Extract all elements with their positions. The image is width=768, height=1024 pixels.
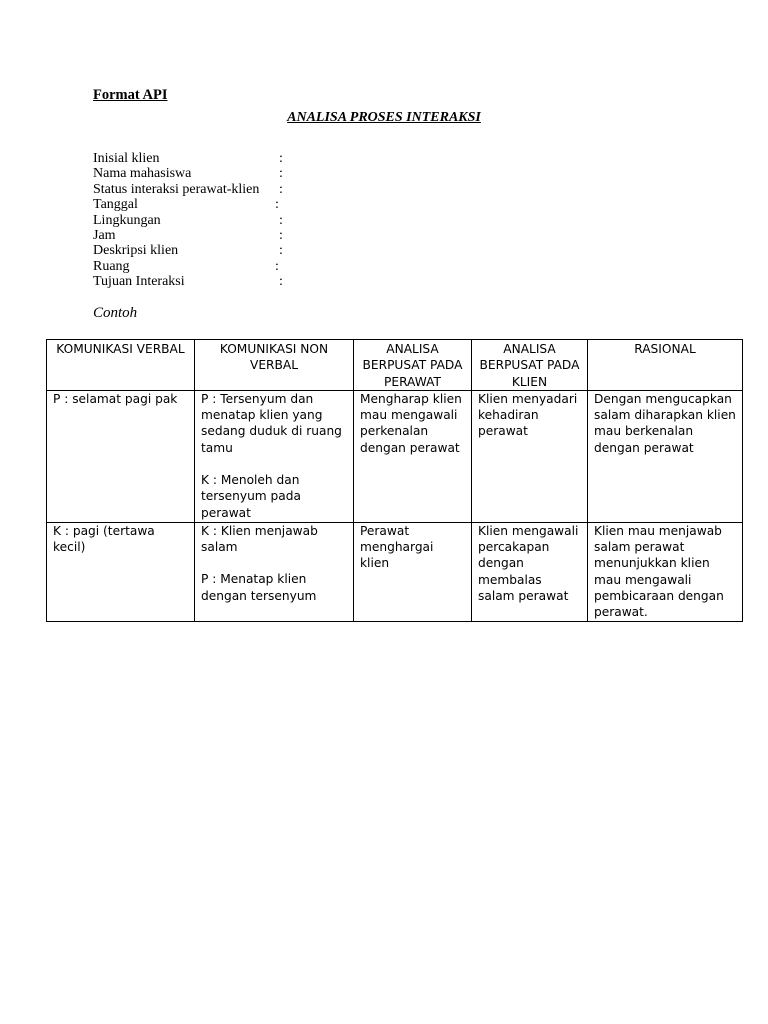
field-colon: : bbox=[279, 166, 283, 182]
field-colon: : bbox=[279, 212, 283, 228]
cell-verbal: P : selamat pagi pak bbox=[47, 390, 195, 522]
field-label: Tujuan Interaksi bbox=[93, 274, 185, 290]
cell-analisa-perawat: Perawat menghargai klien bbox=[354, 522, 472, 621]
header-analisa-klien: ANALISA BERPUSAT PADA KLIEN bbox=[472, 340, 588, 391]
cell-analisa-klien: Klien mengawali percakapan dengan membalas salam perawat bbox=[472, 522, 588, 621]
cell-nonverbal bbox=[195, 522, 354, 621]
cell-nonverbal bbox=[195, 390, 354, 522]
field-jam bbox=[93, 228, 393, 243]
field-colon: : bbox=[279, 151, 283, 166]
field-status-interaksi bbox=[93, 182, 393, 197]
field-colon: : bbox=[279, 227, 283, 243]
field-ruang bbox=[93, 259, 393, 274]
document-heading: Format API bbox=[93, 87, 168, 103]
nonverbal-entry: P : Menatap klien dengan tersenyum bbox=[201, 572, 317, 603]
identity-fields bbox=[93, 151, 393, 290]
field-tujuan-interaksi bbox=[93, 274, 393, 289]
cell-analisa-perawat: Mengharap klien mau mengawali perkenalan dengan perawat bbox=[354, 390, 472, 522]
field-label: Deskripsi klien bbox=[93, 243, 179, 259]
field-colon: : bbox=[279, 181, 283, 197]
field-label: Inisial klien bbox=[93, 151, 160, 166]
cell-rasional: Dengan mengucapkan salam diharapkan klien mau berkenalan dengan perawat bbox=[588, 390, 743, 522]
field-label: Nama mahasiswa bbox=[93, 166, 192, 182]
cell-verbal: K : pagi (tertawa kecil) bbox=[47, 522, 195, 621]
interaction-analysis-table bbox=[46, 339, 743, 622]
field-colon: : bbox=[275, 258, 279, 274]
table-row bbox=[47, 522, 743, 621]
field-label: Ruang bbox=[93, 258, 130, 274]
field-colon: : bbox=[279, 274, 283, 290]
table-header-row bbox=[47, 340, 743, 391]
field-tanggal bbox=[93, 197, 393, 212]
header-komunikasi-verbal: KOMUNIKASI VERBAL bbox=[47, 340, 195, 391]
nonverbal-entry: P : Tersenyum dan menatap klien yang sedang duduk di ruang tamu bbox=[201, 391, 342, 455]
nonverbal-entry: K : Klien menjawab salam bbox=[201, 523, 318, 555]
field-deskripsi-klien bbox=[93, 243, 393, 258]
field-lingkungan bbox=[93, 213, 393, 228]
cell-rasional: Klien mau menjawab salam perawat menunjukkan klien mau mengawali pembicaraan dengan perawat. bbox=[588, 522, 743, 621]
document-title: ANALISA PROSES INTERAKSI bbox=[287, 110, 481, 125]
header-komunikasi-non-verbal: KOMUNIKASI NON VERBAL bbox=[195, 340, 354, 391]
table-row bbox=[47, 390, 743, 522]
header-rasional: RASIONAL bbox=[588, 340, 743, 391]
field-label: Tanggal bbox=[93, 197, 138, 213]
field-colon: : bbox=[275, 197, 279, 213]
field-label: Lingkungan bbox=[93, 212, 161, 228]
field-label: Status interaksi perawat-klien bbox=[93, 181, 260, 197]
field-label: Jam bbox=[93, 227, 116, 243]
field-inisial-klien bbox=[93, 151, 393, 166]
header-analisa-perawat: ANALISA BERPUSAT PADA PERAWAT bbox=[354, 340, 472, 391]
field-colon: : bbox=[279, 243, 283, 259]
cell-analisa-klien: Klien menyadari kehadiran perawat bbox=[472, 390, 588, 522]
field-nama-mahasiswa bbox=[93, 166, 393, 181]
example-label: Contoh bbox=[93, 305, 138, 321]
nonverbal-entry: K : Menoleh dan tersenyum pada perawat bbox=[201, 473, 301, 520]
